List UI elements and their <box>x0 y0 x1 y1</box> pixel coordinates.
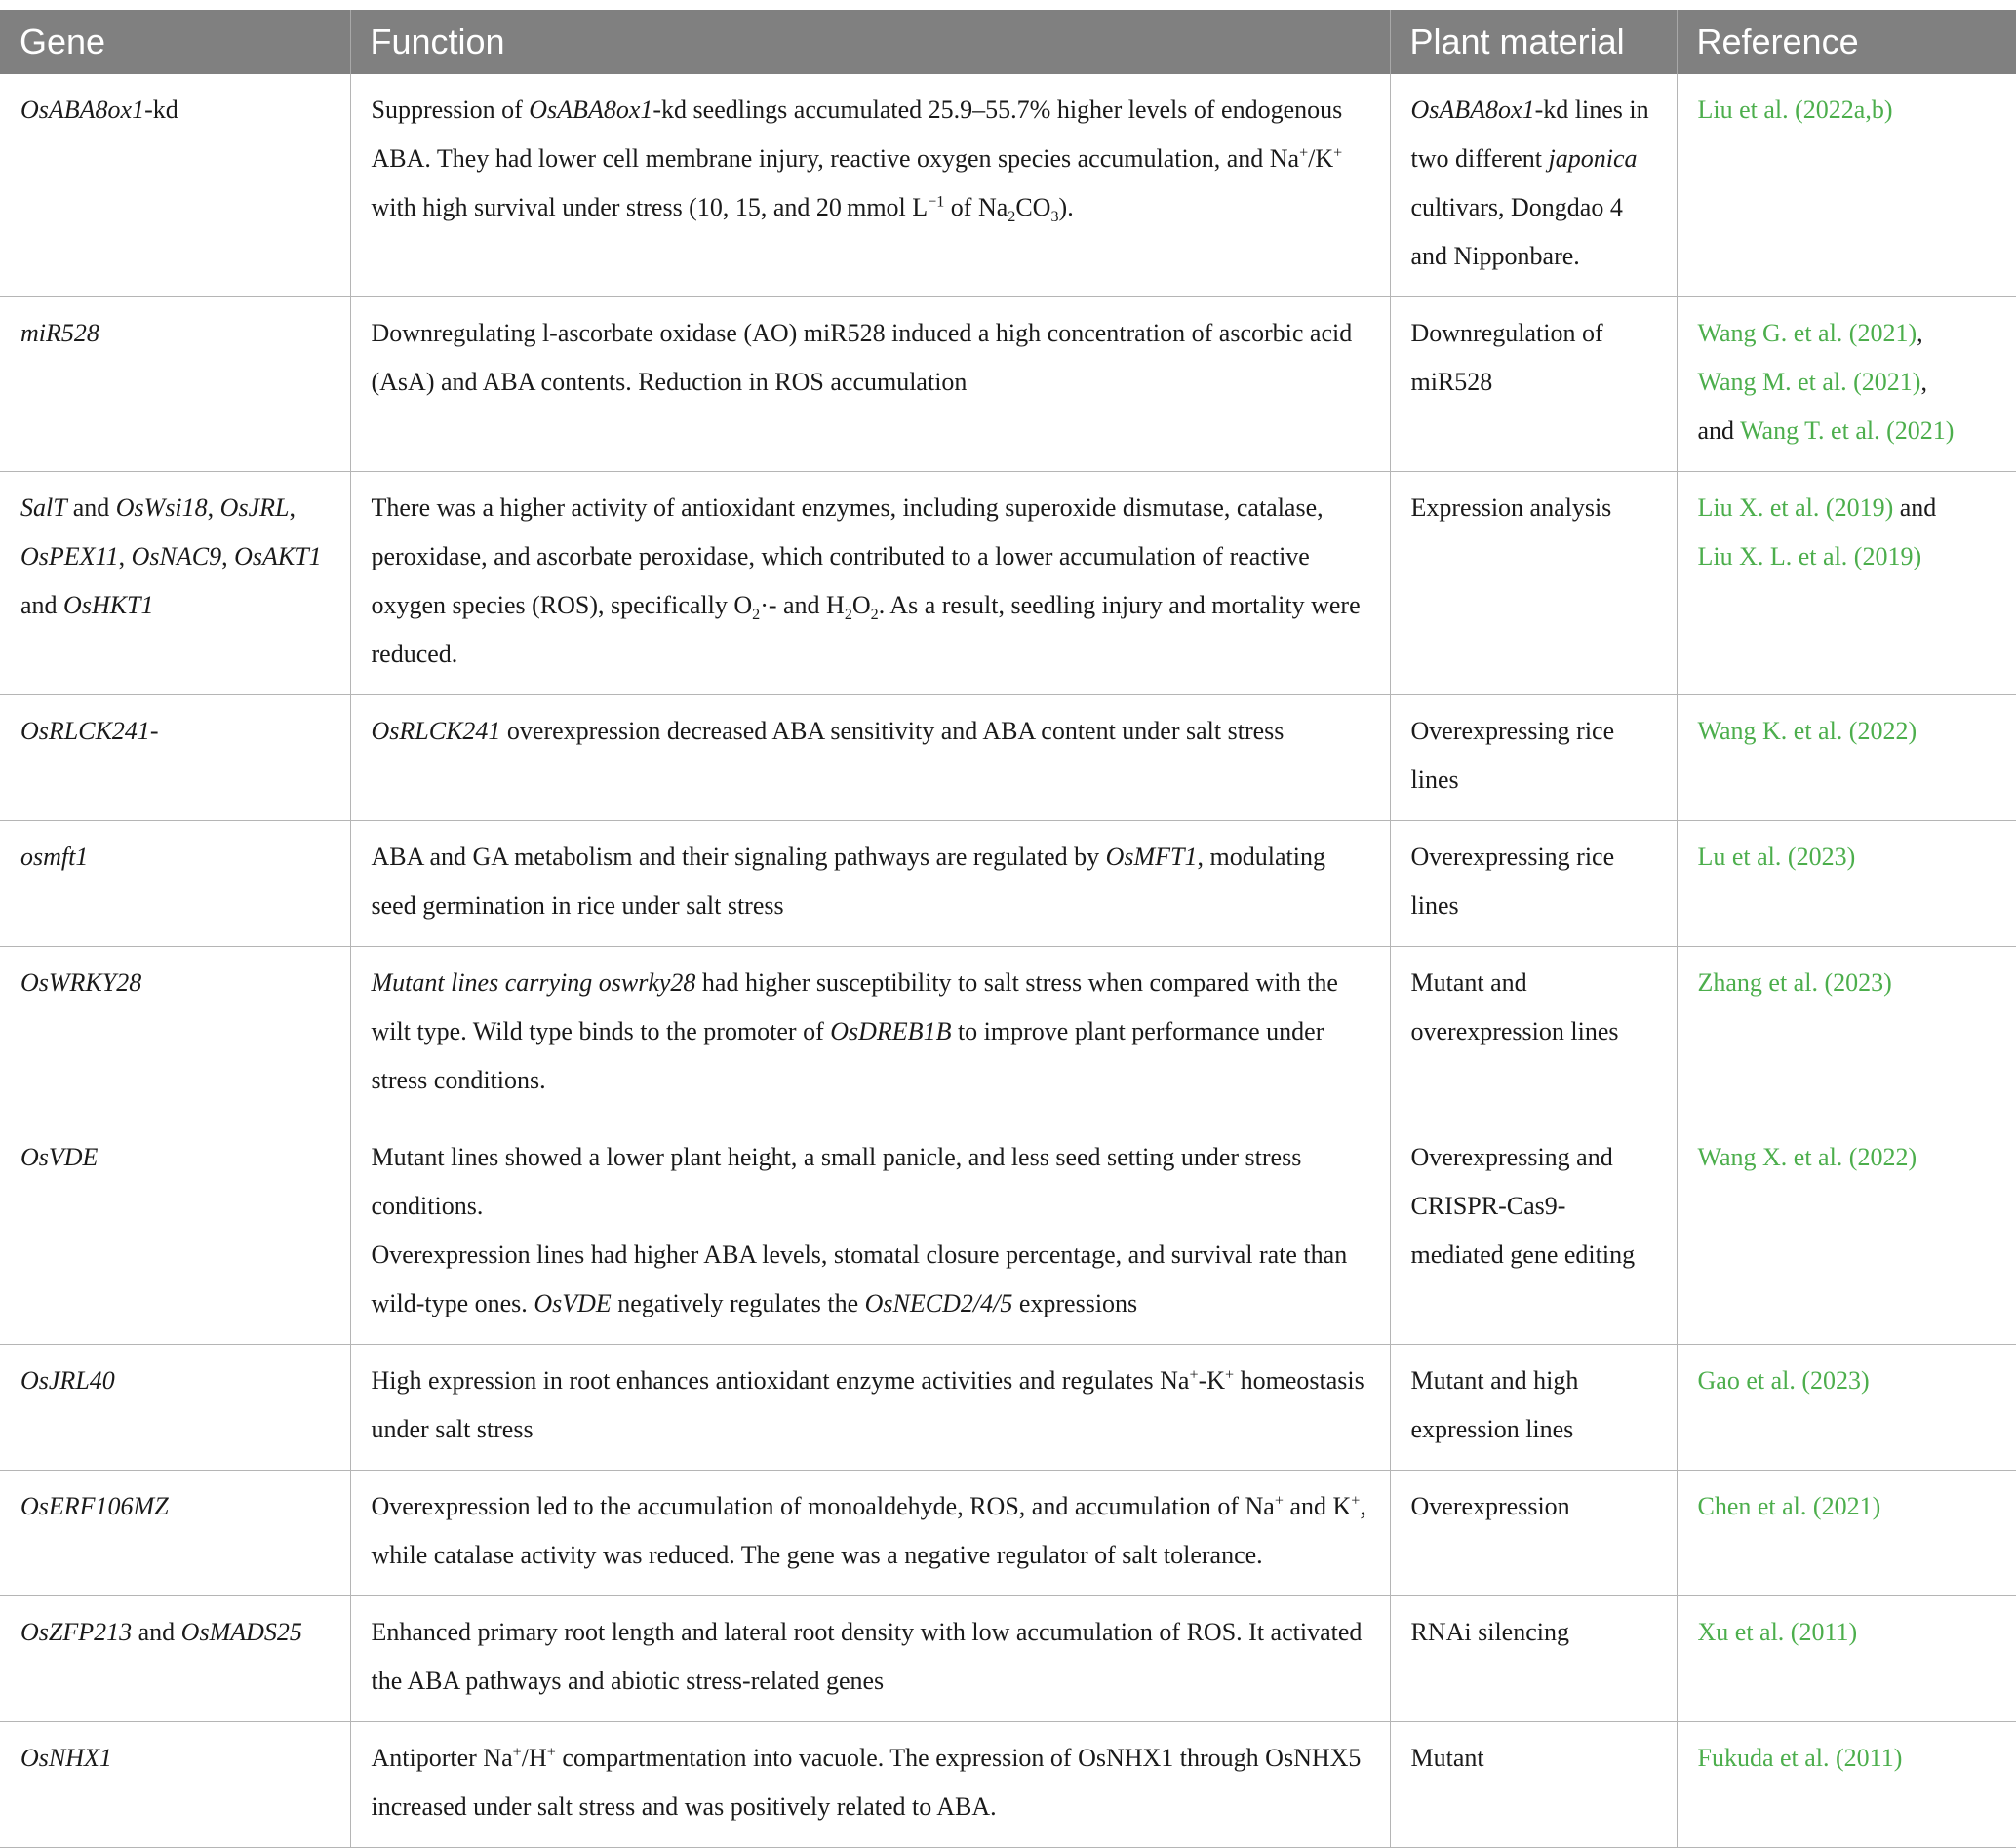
reference-cell[interactable]: Wang G. et al. (2021), Wang M. et al. (2021), and Wang T. et al. (2021) <box>1677 297 2016 472</box>
table-row <box>0 695 2016 821</box>
reference-cell[interactable]: Fukuda et al. (2011) <box>1677 1722 2016 1848</box>
gene-cell: OsERF106MZ <box>20 1492 169 1520</box>
reference-cell[interactable]: Chen et al. (2021) <box>1677 1471 2016 1596</box>
table-body <box>0 74 2016 1848</box>
header-plant-material: Plant material <box>1390 10 1677 74</box>
header-gene: Gene <box>0 10 350 74</box>
plant-material-cell: Mutant and high expression lines <box>1390 1345 1677 1471</box>
header-reference: Reference <box>1677 10 2016 74</box>
table-row <box>0 821 2016 947</box>
gene-cell: osmft1 <box>20 843 89 871</box>
table-row <box>0 1722 2016 1848</box>
gene-cell: OsNHX1 <box>20 1744 112 1772</box>
function-cell: OsRLCK241 overexpression decreased ABA sensitivity and ABA content under salt stress <box>350 695 1390 821</box>
header-function: Function <box>350 10 1390 74</box>
function-cell: Mutant lines carrying oswrky28 had higher susceptibility to salt stress when compared with the wilt type. Wild type binds to the promoter of OsDREB1B to improve plant performance under stress conditions. <box>350 947 1390 1121</box>
plant-material-cell: Overexpression <box>1390 1471 1677 1596</box>
table-row <box>0 1596 2016 1722</box>
function-cell: ABA and GA metabolism and their signaling pathways are regulated by OsMFT1, modulating seed germination in rice under salt stress <box>350 821 1390 947</box>
reference-cell[interactable]: Zhang et al. (2023) <box>1677 947 2016 1121</box>
gene-cell: OsWRKY28 <box>20 968 142 997</box>
reference-cell[interactable]: Liu et al. (2022a,b) <box>1677 74 2016 297</box>
reference-cell[interactable]: Lu et al. (2023) <box>1677 821 2016 947</box>
function-cell: Downregulating l-ascorbate oxidase (AO) miR528 induced a high concentration of ascorbic acid (AsA) and ABA contents. Reduction in ROS accumulation <box>350 297 1390 472</box>
function-cell: Antiporter Na+/H+ compartmentation into vacuole. The expression of OsNHX1 through OsNHX5 increased under salt stress and was positively related to ABA. <box>350 1722 1390 1848</box>
table-row <box>0 1121 2016 1345</box>
function-cell: There was a higher activity of antioxidant enzymes, including superoxide dismutase, catalase, peroxidase, and ascorbate peroxidase, which contributed to a lower accumulation of reactive oxygen species (ROS), specifically $O_2\cdot-$ and $H_2O_2$. As a result, seedling injury and mortality were reduced. <box>350 472 1390 695</box>
table-row <box>0 1345 2016 1471</box>
reference-cell[interactable]: Gao et al. (2023) <box>1677 1345 2016 1471</box>
plant-material-cell: Overexpressing and CRISPR-Cas9-mediated gene editing <box>1390 1121 1677 1345</box>
table-header <box>0 10 2016 74</box>
reference-cell[interactable]: Wang X. et al. (2022) <box>1677 1121 2016 1345</box>
gene-cell: OsRLCK241- <box>20 717 159 745</box>
table-row <box>0 297 2016 472</box>
gene-cell: miR528 <box>20 319 99 347</box>
function-cell: High expression in root enhances antioxidant enzyme activities and regulates Na+-K+ homeostasis under salt stress <box>350 1345 1390 1471</box>
function-cell: Overexpression led to the accumulation of monoaldehyde, ROS, and accumulation of Na+ and K+, while catalase activity was reduced. The gene was a negative regulator of salt tolerance. <box>350 1471 1390 1596</box>
gene-cell: SalT and OsWsi18, OsJRL, OsPEX11, OsNAC9, OsAKT1 and OsHKT1 <box>20 493 322 619</box>
plant-material-cell: Downregulation of miR528 <box>1390 297 1677 472</box>
gene-function-table <box>0 10 2016 1848</box>
function-cell: Enhanced primary root length and lateral root density with low accumulation of ROS. It activated the ABA pathways and abiotic stress-related genes <box>350 1596 1390 1722</box>
reference-cell[interactable]: Wang K. et al. (2022) <box>1677 695 2016 821</box>
function-cell: Mutant lines showed a lower plant height, a small panicle, and less seed setting under stress conditions. Overexpression lines had higher ABA levels, stomatal closure percentage, and survival rate than wild-type ones. OsVDE negatively regulates the OsNECD2/4/5 expressions <box>350 1121 1390 1345</box>
plant-material-cell: Overexpressing rice lines <box>1390 821 1677 947</box>
reference-cell[interactable]: Liu X. et al. (2019) and Liu X. L. et al. (2019) <box>1677 472 2016 695</box>
table-row <box>0 74 2016 297</box>
function-cell: Suppression of OsABA8ox1-kd seedlings accumulated 25.9–55.7% higher levels of endogenous ABA. They had lower cell membrane injury, reactive oxygen species accumulation, and Na+/K+ with high survival under stress (10, 15, and 20 mmol $L^{-1}$ of $Na_2CO_3$). <box>350 74 1390 297</box>
plant-material-cell: Mutant and overexpression lines <box>1390 947 1677 1121</box>
table-row <box>0 472 2016 695</box>
gene-cell: OsABA8ox1-kd <box>20 96 178 124</box>
gene-cell: OsVDE <box>20 1143 99 1171</box>
gene-cell: OsJRL40 <box>20 1366 115 1395</box>
plant-material-cell: Expression analysis <box>1390 472 1677 695</box>
table-row <box>0 1471 2016 1596</box>
table-row <box>0 947 2016 1121</box>
plant-material-cell: Mutant <box>1390 1722 1677 1848</box>
plant-material-cell: OsABA8ox1-kd lines in two different japonica cultivars, Dongdao 4 and Nipponbare. <box>1390 74 1677 297</box>
plant-material-cell: RNAi silencing <box>1390 1596 1677 1722</box>
header-row <box>0 10 2016 74</box>
plant-material-cell: Overexpressing rice lines <box>1390 695 1677 821</box>
gene-cell: OsZFP213 and OsMADS25 <box>20 1618 302 1646</box>
reference-cell[interactable]: Xu et al. (2011) <box>1677 1596 2016 1722</box>
